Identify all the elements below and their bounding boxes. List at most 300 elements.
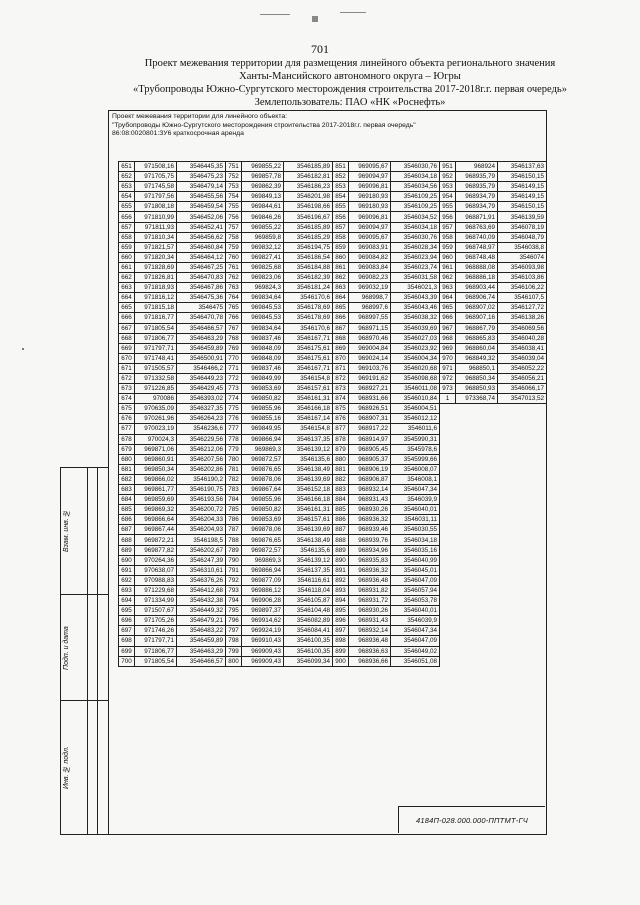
- x-coordinate-cell: 968888,08: [456, 262, 498, 272]
- x-coordinate-cell: [456, 505, 498, 515]
- y-coordinate-cell: 3546432,38: [177, 596, 226, 606]
- x-coordinate-cell: 968906,19: [349, 464, 391, 474]
- x-coordinate-cell: 971226,85: [135, 384, 177, 394]
- point-number-cell: 875: [333, 404, 349, 414]
- point-number-cell: 682: [119, 474, 135, 484]
- x-coordinate-cell: 969083,84: [349, 262, 391, 272]
- x-coordinate-cell: 968936,32: [349, 565, 391, 575]
- x-coordinate-cell: [456, 485, 498, 495]
- x-coordinate-cell: 971816,12: [135, 293, 177, 303]
- x-coordinate-cell: 969872,21: [135, 535, 177, 545]
- point-number-cell: 953: [440, 182, 456, 192]
- point-number-cell: 894: [333, 596, 349, 606]
- x-coordinate-cell: 969910,43: [242, 636, 284, 646]
- y-coordinate-cell: 3546105,87: [284, 596, 333, 606]
- x-coordinate-cell: 971332,58: [135, 373, 177, 383]
- point-number-cell: 652: [119, 172, 135, 182]
- drawing-code-stamp: 4184П-028.000.000-ППТМТ-ГЧ: [398, 806, 545, 833]
- x-coordinate-cell: 968931,82: [349, 585, 391, 595]
- x-coordinate-cell: 969095,67: [349, 162, 391, 172]
- point-number-cell: 878: [333, 434, 349, 444]
- y-coordinate-cell: 3546193,56: [177, 495, 226, 505]
- y-coordinate-cell: 3545999,66: [391, 454, 440, 464]
- x-coordinate-cell: 968997,55: [349, 313, 391, 323]
- x-coordinate-cell: 969180,93: [349, 192, 391, 202]
- y-coordinate-cell: 3546190,2: [177, 474, 226, 484]
- x-coordinate-cell: 969853,69: [242, 384, 284, 394]
- x-coordinate-cell: 969872,57: [242, 454, 284, 464]
- y-coordinate-cell: 3546167,71: [284, 333, 333, 343]
- x-coordinate-cell: 969860,91: [135, 454, 177, 464]
- point-number-cell: 954: [440, 192, 456, 202]
- point-number-cell: 889: [333, 545, 349, 555]
- x-coordinate-cell: 971806,77: [135, 333, 177, 343]
- table-row: [119, 464, 547, 474]
- point-number-cell: 655: [119, 202, 135, 212]
- x-coordinate-cell: 969103,76: [349, 363, 391, 373]
- point-number-cell: 798: [226, 636, 242, 646]
- x-coordinate-cell: 971705,75: [135, 172, 177, 182]
- x-coordinate-cell: 971811,93: [135, 222, 177, 232]
- y-coordinate-cell: 3546229,56: [177, 434, 226, 444]
- y-coordinate-cell: 3546047,34: [391, 626, 440, 636]
- y-coordinate-cell: 3546135,6: [284, 454, 333, 464]
- point-number-cell: 699: [119, 646, 135, 656]
- x-coordinate-cell: 969867,64: [242, 485, 284, 495]
- y-coordinate-cell: 3546139,59: [498, 212, 547, 222]
- y-coordinate-cell: 3546038,32: [391, 313, 440, 323]
- y-coordinate-cell: 3546166,18: [284, 495, 333, 505]
- point-number-cell: 883: [333, 485, 349, 495]
- y-coordinate-cell: 3546154,8: [284, 373, 333, 383]
- point-number-cell: 791: [226, 565, 242, 575]
- point-number-cell: 673: [119, 384, 135, 394]
- point-number-cell: 670: [119, 353, 135, 363]
- x-coordinate-cell: 971705,26: [135, 616, 177, 626]
- point-number-cell: [440, 575, 456, 585]
- y-coordinate-cell: [498, 414, 547, 424]
- point-number-cell: 970: [440, 353, 456, 363]
- table-row: [119, 515, 547, 525]
- point-number-cell: 695: [119, 606, 135, 616]
- point-number-cell: 764: [226, 293, 242, 303]
- point-number-cell: 755: [226, 202, 242, 212]
- x-coordinate-cell: [456, 535, 498, 545]
- table-row: [119, 474, 547, 484]
- point-number-cell: 955: [440, 202, 456, 212]
- y-coordinate-cell: 3546052,22: [498, 363, 547, 373]
- x-coordinate-cell: 968860,04: [456, 343, 498, 353]
- x-coordinate-cell: 971748,41: [135, 353, 177, 363]
- y-coordinate-cell: 3546264,23: [177, 414, 226, 424]
- x-coordinate-cell: 968917,22: [349, 424, 391, 434]
- point-number-cell: 965: [440, 303, 456, 313]
- y-coordinate-cell: 3546035,16: [391, 545, 440, 555]
- point-number-cell: 873: [333, 384, 349, 394]
- y-coordinate-cell: [498, 474, 547, 484]
- sidebar-row-divider: [61, 594, 109, 595]
- table-row: [119, 343, 547, 353]
- point-number-cell: 865: [333, 303, 349, 313]
- point-number-cell: 796: [226, 616, 242, 626]
- y-coordinate-cell: [498, 505, 547, 515]
- y-coordinate-cell: 3546204,93: [177, 525, 226, 535]
- y-coordinate-cell: 3545978,6: [391, 444, 440, 454]
- x-coordinate-cell: [456, 545, 498, 555]
- x-coordinate-cell: 968905,37: [349, 454, 391, 464]
- y-coordinate-cell: [498, 636, 547, 646]
- x-coordinate-cell: 969869,32: [135, 505, 177, 515]
- y-coordinate-cell: 3546030,55: [391, 525, 440, 535]
- y-coordinate-cell: 3546011,6: [391, 424, 440, 434]
- y-coordinate-cell: 3546127,72: [498, 303, 547, 313]
- y-coordinate-cell: 3546463,29: [177, 646, 226, 656]
- y-coordinate-cell: 3546023,92: [391, 343, 440, 353]
- point-number-cell: 661: [119, 262, 135, 272]
- y-coordinate-cell: 3546012,12: [391, 414, 440, 424]
- x-coordinate-cell: [456, 646, 498, 656]
- x-coordinate-cell: 969846,26: [242, 212, 284, 222]
- x-coordinate-cell: [456, 565, 498, 575]
- y-coordinate-cell: 3546178,69: [284, 313, 333, 323]
- y-coordinate-cell: 3546247,39: [177, 555, 226, 565]
- x-coordinate-cell: 971797,56: [135, 192, 177, 202]
- point-number-cell: 779: [226, 444, 242, 454]
- y-coordinate-cell: 3546082,89: [284, 616, 333, 626]
- x-coordinate-cell: 969909,43: [242, 656, 284, 666]
- y-coordinate-cell: [498, 646, 547, 656]
- y-coordinate-cell: 3546030,76: [391, 162, 440, 172]
- point-number-cell: 669: [119, 343, 135, 353]
- y-coordinate-cell: 3546459,54: [177, 202, 226, 212]
- point-number-cell: 698: [119, 636, 135, 646]
- x-coordinate-cell: 969849,95: [242, 424, 284, 434]
- x-coordinate-cell: 969837,46: [242, 363, 284, 373]
- table-row: [119, 303, 547, 313]
- point-number-cell: 771: [226, 363, 242, 373]
- point-number-cell: 700: [119, 656, 135, 666]
- x-coordinate-cell: 970638,07: [135, 565, 177, 575]
- x-coordinate-cell: 971815,18: [135, 303, 177, 313]
- x-coordinate-cell: [456, 454, 498, 464]
- point-number-cell: 686: [119, 515, 135, 525]
- x-coordinate-cell: 971810,99: [135, 212, 177, 222]
- x-coordinate-cell: 968936,48: [349, 636, 391, 646]
- table-row: [119, 626, 547, 636]
- point-number-cell: 969: [440, 343, 456, 353]
- y-coordinate-cell: 3546118,04: [284, 585, 333, 595]
- y-coordinate-cell: 3546198,5: [177, 535, 226, 545]
- point-number-cell: [440, 585, 456, 595]
- x-coordinate-cell: [456, 656, 498, 666]
- x-coordinate-cell: 969878,06: [242, 474, 284, 484]
- x-coordinate-cell: 968935,83: [349, 555, 391, 565]
- point-number-cell: [440, 505, 456, 515]
- x-coordinate-cell: 968934,79: [456, 202, 498, 212]
- point-number-cell: [440, 515, 456, 525]
- x-coordinate-cell: 969853,69: [242, 515, 284, 525]
- point-number-cell: 789: [226, 545, 242, 555]
- x-coordinate-cell: [456, 525, 498, 535]
- point-number-cell: 697: [119, 626, 135, 636]
- x-coordinate-cell: 969834,64: [242, 323, 284, 333]
- point-number-cell: 679: [119, 444, 135, 454]
- point-number-cell: 790: [226, 555, 242, 565]
- x-coordinate-cell: 969872,57: [242, 545, 284, 555]
- y-coordinate-cell: 3546475,23: [177, 172, 226, 182]
- y-coordinate-cell: 3546139,12: [284, 555, 333, 565]
- y-coordinate-cell: 3546181,24: [284, 283, 333, 293]
- y-coordinate-cell: 3546139,69: [284, 474, 333, 484]
- x-coordinate-cell: 969869,3: [242, 555, 284, 565]
- point-number-cell: [440, 656, 456, 666]
- point-number-cell: 972: [440, 373, 456, 383]
- y-coordinate-cell: 3546139,12: [284, 444, 333, 454]
- x-coordinate-cell: 969004,84: [349, 343, 391, 353]
- table-row: [119, 444, 547, 454]
- point-number-cell: 951: [440, 162, 456, 172]
- x-coordinate-cell: 968763,69: [456, 222, 498, 232]
- y-coordinate-cell: 3546074: [498, 252, 547, 262]
- x-coordinate-cell: 969855,96: [242, 495, 284, 505]
- x-coordinate-cell: 968935,79: [456, 182, 498, 192]
- x-coordinate-cell: 968850,93: [456, 384, 498, 394]
- point-number-cell: 1: [440, 394, 456, 404]
- y-coordinate-cell: 3546098,68: [391, 373, 440, 383]
- y-coordinate-cell: 3546150,15: [498, 172, 547, 182]
- sidebar-stamp-block: [60, 467, 109, 835]
- y-coordinate-cell: 3546170,6: [284, 323, 333, 333]
- x-coordinate-cell: 968935,79: [456, 172, 498, 182]
- x-coordinate-cell: 969855,22: [242, 222, 284, 232]
- x-coordinate-cell: 969083,91: [349, 242, 391, 252]
- y-coordinate-cell: 3546135,6: [284, 545, 333, 555]
- table-row: [119, 353, 547, 363]
- x-coordinate-cell: 968748,97: [456, 242, 498, 252]
- y-coordinate-cell: 3546043,39: [391, 293, 440, 303]
- y-coordinate-cell: [498, 464, 547, 474]
- x-coordinate-cell: 968997,6: [349, 303, 391, 313]
- x-coordinate-cell: 968931,66: [349, 394, 391, 404]
- x-coordinate-cell: 968934,96: [349, 545, 391, 555]
- point-number-cell: 961: [440, 262, 456, 272]
- sidebar-label-inv-podl: Инв. № подл.: [63, 746, 70, 790]
- point-number-cell: 783: [226, 485, 242, 495]
- point-number-cell: 692: [119, 575, 135, 585]
- y-coordinate-cell: 3546039,9: [391, 495, 440, 505]
- x-coordinate-cell: 969876,65: [242, 535, 284, 545]
- x-coordinate-cell: 969850,82: [242, 394, 284, 404]
- point-number-cell: 887: [333, 525, 349, 535]
- y-coordinate-cell: [498, 626, 547, 636]
- x-coordinate-cell: 969866,94: [242, 434, 284, 444]
- table-row: [119, 293, 547, 303]
- y-coordinate-cell: 3546185,89: [284, 162, 333, 172]
- point-number-cell: 874: [333, 394, 349, 404]
- y-coordinate-cell: 3546150,15: [498, 202, 547, 212]
- y-coordinate-cell: 3546479,21: [177, 616, 226, 626]
- x-coordinate-cell: 968971,15: [349, 323, 391, 333]
- point-number-cell: [440, 646, 456, 656]
- point-number-cell: 687: [119, 525, 135, 535]
- point-number-cell: 678: [119, 434, 135, 444]
- point-number-cell: 653: [119, 182, 135, 192]
- point-number-cell: 663: [119, 283, 135, 293]
- x-coordinate-cell: 971816,77: [135, 313, 177, 323]
- y-coordinate-cell: 3546154,8: [284, 424, 333, 434]
- table-row: [119, 313, 547, 323]
- y-coordinate-cell: 3546467,86: [177, 283, 226, 293]
- x-coordinate-cell: 969862,39: [242, 182, 284, 192]
- x-coordinate-cell: 969857,78: [242, 172, 284, 182]
- y-coordinate-cell: 3546449,23: [177, 373, 226, 383]
- y-coordinate-cell: 3546100,35: [284, 646, 333, 656]
- y-coordinate-cell: 3546107,5: [498, 293, 547, 303]
- x-coordinate-cell: 971797,71: [135, 636, 177, 646]
- point-number-cell: 778: [226, 434, 242, 444]
- x-coordinate-cell: 973368,74: [456, 394, 498, 404]
- point-number-cell: 656: [119, 212, 135, 222]
- y-coordinate-cell: 3546031,11: [391, 515, 440, 525]
- point-number-cell: 788: [226, 535, 242, 545]
- y-coordinate-cell: 3546167,14: [284, 414, 333, 424]
- table-row: [119, 575, 547, 585]
- y-coordinate-cell: 3546470,83: [177, 273, 226, 283]
- point-number-cell: 869: [333, 343, 349, 353]
- table-row: [119, 273, 547, 283]
- y-coordinate-cell: [498, 575, 547, 585]
- point-number-cell: 890: [333, 555, 349, 565]
- x-coordinate-cell: 968927,21: [349, 384, 391, 394]
- y-coordinate-cell: 3546212,06: [177, 444, 226, 454]
- x-coordinate-cell: 971805,54: [135, 656, 177, 666]
- y-coordinate-cell: 3546190,75: [177, 485, 226, 495]
- point-number-cell: 881: [333, 464, 349, 474]
- point-number-cell: 963: [440, 283, 456, 293]
- point-number-cell: 859: [333, 242, 349, 252]
- y-coordinate-cell: 3546028,34: [391, 242, 440, 252]
- x-coordinate-cell: 968865,83: [456, 333, 498, 343]
- y-coordinate-cell: [498, 596, 547, 606]
- y-coordinate-cell: 3546004,51: [391, 404, 440, 414]
- point-number-cell: 672: [119, 373, 135, 383]
- point-number-cell: 688: [119, 535, 135, 545]
- y-coordinate-cell: 3546466,2: [177, 363, 226, 373]
- table-row: [119, 172, 547, 182]
- table-row: [119, 636, 547, 646]
- y-coordinate-cell: 3546201,98: [284, 192, 333, 202]
- x-coordinate-cell: 969924,19: [242, 626, 284, 636]
- y-coordinate-cell: 3546010,84: [391, 394, 440, 404]
- y-coordinate-cell: 3546149,15: [498, 192, 547, 202]
- point-number-cell: 782: [226, 474, 242, 484]
- point-number-cell: 876: [333, 414, 349, 424]
- y-coordinate-cell: 3546466,57: [177, 656, 226, 666]
- point-number-cell: 780: [226, 454, 242, 464]
- x-coordinate-cell: 968907,31: [349, 414, 391, 424]
- point-number-cell: 967: [440, 323, 456, 333]
- x-coordinate-cell: 971507,67: [135, 606, 177, 616]
- y-coordinate-cell: 3546138,49: [284, 535, 333, 545]
- y-coordinate-cell: 3546175,61: [284, 353, 333, 363]
- point-number-cell: 751: [226, 162, 242, 172]
- x-coordinate-cell: 969096,81: [349, 212, 391, 222]
- point-number-cell: 872: [333, 373, 349, 383]
- x-coordinate-cell: 970264,36: [135, 555, 177, 565]
- point-number-cell: 775: [226, 404, 242, 414]
- x-coordinate-cell: 969094,97: [349, 222, 391, 232]
- x-coordinate-cell: 970261,96: [135, 414, 177, 424]
- point-number-cell: 675: [119, 404, 135, 414]
- point-number-cell: 681: [119, 464, 135, 474]
- x-coordinate-cell: 971828,69: [135, 262, 177, 272]
- table-row: [119, 434, 547, 444]
- x-coordinate-cell: 971797,71: [135, 343, 177, 353]
- x-coordinate-cell: 969855,16: [242, 414, 284, 424]
- table-row: [119, 394, 547, 404]
- point-number-cell: 793: [226, 585, 242, 595]
- y-coordinate-cell: [498, 424, 547, 434]
- point-number-cell: 973: [440, 384, 456, 394]
- point-number-cell: 770: [226, 353, 242, 363]
- x-coordinate-cell: [456, 616, 498, 626]
- point-number-cell: 758: [226, 232, 242, 242]
- y-coordinate-cell: 3546470,78: [177, 313, 226, 323]
- point-number-cell: 683: [119, 485, 135, 495]
- point-number-cell: [440, 414, 456, 424]
- sidebar-divider: [97, 468, 98, 834]
- x-coordinate-cell: 969845,53: [242, 303, 284, 313]
- x-coordinate-cell: 971745,58: [135, 182, 177, 192]
- x-coordinate-cell: 968906,87: [349, 474, 391, 484]
- y-coordinate-cell: 3546186,54: [284, 252, 333, 262]
- point-number-cell: 685: [119, 505, 135, 515]
- y-coordinate-cell: 3546310,61: [177, 565, 226, 575]
- y-coordinate-cell: 3546040,01: [391, 606, 440, 616]
- point-number-cell: 960: [440, 252, 456, 262]
- y-coordinate-cell: 3546463,29: [177, 333, 226, 343]
- point-number-cell: [440, 636, 456, 646]
- table-row: [119, 454, 547, 464]
- y-coordinate-cell: 3547013,52: [498, 394, 547, 404]
- point-number-cell: 754: [226, 192, 242, 202]
- table-row: [119, 616, 547, 626]
- y-coordinate-cell: 3546021,3: [391, 283, 440, 293]
- x-coordinate-cell: 968932,14: [349, 485, 391, 495]
- y-coordinate-cell: 3546198,66: [284, 202, 333, 212]
- y-coordinate-cell: 3546040,99: [391, 555, 440, 565]
- point-number-cell: 957: [440, 222, 456, 232]
- y-coordinate-cell: 3546137,35: [284, 434, 333, 444]
- y-coordinate-cell: [498, 404, 547, 414]
- y-coordinate-cell: 3546196,67: [284, 212, 333, 222]
- table-row: [119, 262, 547, 272]
- point-number-cell: 958: [440, 232, 456, 242]
- y-coordinate-cell: 3546475: [177, 303, 226, 313]
- x-coordinate-cell: 968914,97: [349, 434, 391, 444]
- y-coordinate-cell: 3546137,63: [498, 162, 547, 172]
- x-coordinate-cell: [456, 626, 498, 636]
- y-coordinate-cell: 3546099,34: [284, 656, 333, 666]
- x-coordinate-cell: [456, 575, 498, 585]
- y-coordinate-cell: 3546103,86: [498, 273, 547, 283]
- y-coordinate-cell: 3546084,41: [284, 626, 333, 636]
- x-coordinate-cell: 969897,37: [242, 606, 284, 616]
- point-number-cell: 696: [119, 616, 135, 626]
- y-coordinate-cell: 3546100,35: [284, 636, 333, 646]
- point-number-cell: 667: [119, 323, 135, 333]
- point-number-cell: 691: [119, 565, 135, 575]
